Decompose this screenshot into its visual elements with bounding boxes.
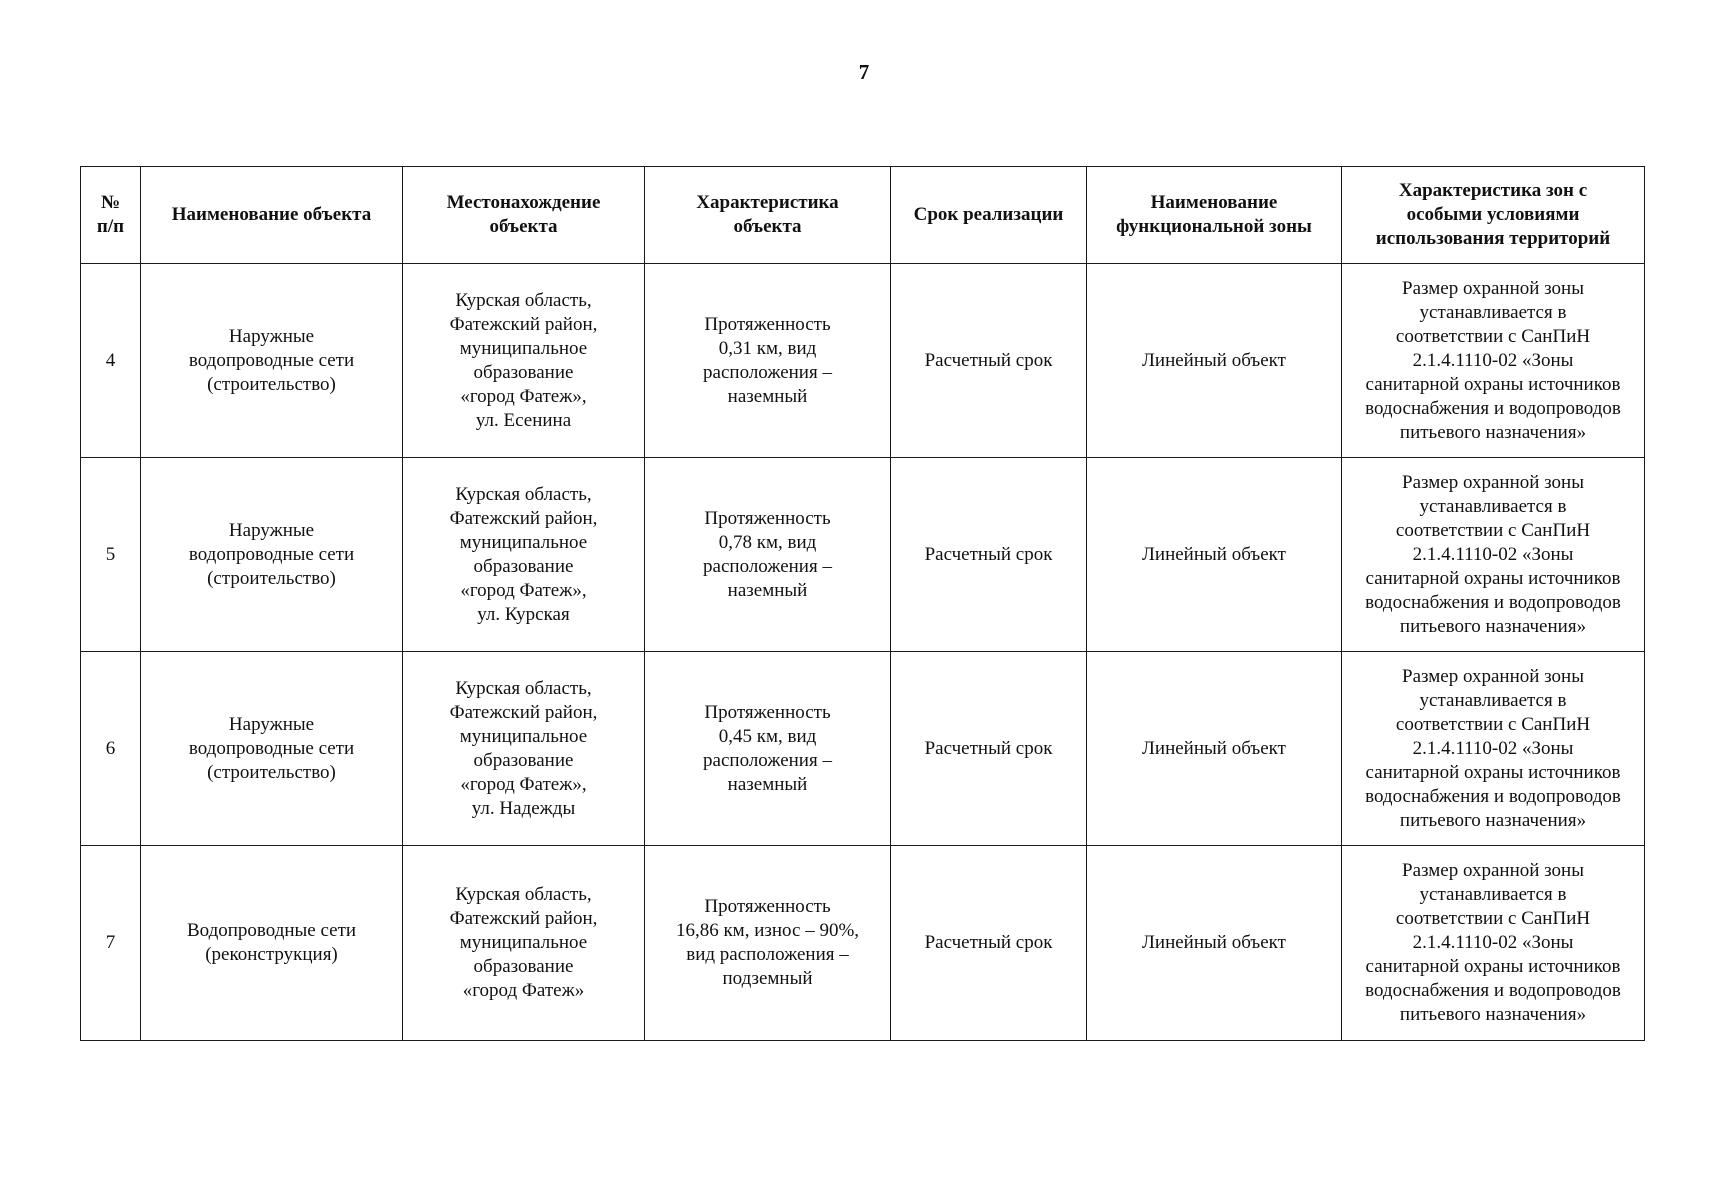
table-row [81,652,1645,846]
header-functional-zone: Наименование функциональной зоны [1087,167,1342,264]
cell-number: 5 [81,458,141,652]
cell-object-name: Наружные водопроводные сети (строительство) [141,458,403,652]
cell-location: Курская область, Фатежский район, муниципальное образование «город Фатеж» [403,846,645,1041]
cell-term: Расчетный срок [891,846,1087,1041]
header-term: Срок реализации [891,167,1087,264]
cell-characteristic: Протяженность 0,31 км, вид расположения – наземный [645,264,891,458]
cell-zone-characteristic: Размер охранной зоны устанавливается в соответствии с СанПиН 2.1.4.1110-02 «Зоны санитарной охраны источников водоснабжения и водопроводов питьевого назначения» [1342,264,1645,458]
table-header-row [81,167,1645,264]
cell-characteristic: Протяженность 0,78 км, вид расположения – наземный [645,458,891,652]
cell-number: 6 [81,652,141,846]
cell-term: Расчетный срок [891,652,1087,846]
cell-zone-characteristic: Размер охранной зоны устанавливается в соответствии с СанПиН 2.1.4.1110-02 «Зоны санитарной охраны источников водоснабжения и водопроводов питьевого назначения» [1342,846,1645,1041]
cell-number: 7 [81,846,141,1041]
cell-zone-characteristic: Размер охранной зоны устанавливается в соответствии с СанПиН 2.1.4.1110-02 «Зоны санитарной охраны источников водоснабжения и водопроводов питьевого назначения» [1342,652,1645,846]
table-row [81,264,1645,458]
cell-characteristic: Протяженность 16,86 км, износ – 90%, вид расположения – подземный [645,846,891,1041]
table-row [81,846,1645,1041]
header-location: Местонахождение объекта [403,167,645,264]
header-zone-characteristic: Характеристика зон с особыми условиями использования территорий [1342,167,1645,264]
page-number: 7 [858,60,870,84]
header-number: № п/п [81,167,141,264]
cell-object-name: Водопроводные сети (реконструкция) [141,846,403,1041]
cell-term: Расчетный срок [891,264,1087,458]
cell-number: 4 [81,264,141,458]
cell-location: Курская область, Фатежский район, муниципальное образование «город Фатеж», ул. Надежды [403,652,645,846]
cell-zone-characteristic: Размер охранной зоны устанавливается в соответствии с СанПиН 2.1.4.1110-02 «Зоны санитарной охраны источников водоснабжения и водопроводов питьевого назначения» [1342,458,1645,652]
cell-object-name: Наружные водопроводные сети (строительство) [141,652,403,846]
header-characteristic: Характеристика объекта [645,167,891,264]
cell-functional-zone: Линейный объект [1087,846,1342,1041]
cell-functional-zone: Линейный объект [1087,264,1342,458]
header-object-name: Наименование объекта [141,167,403,264]
cell-location: Курская область, Фатежский район, муниципальное образование «город Фатеж», ул. Есенина [403,264,645,458]
cell-term: Расчетный срок [891,458,1087,652]
table-row [81,458,1645,652]
cell-functional-zone: Линейный объект [1087,652,1342,846]
objects-table [80,166,1645,1041]
cell-characteristic: Протяженность 0,45 км, вид расположения – наземный [645,652,891,846]
cell-functional-zone: Линейный объект [1087,458,1342,652]
cell-location: Курская область, Фатежский район, муниципальное образование «город Фатеж», ул. Курская [403,458,645,652]
cell-object-name: Наружные водопроводные сети (строительство) [141,264,403,458]
